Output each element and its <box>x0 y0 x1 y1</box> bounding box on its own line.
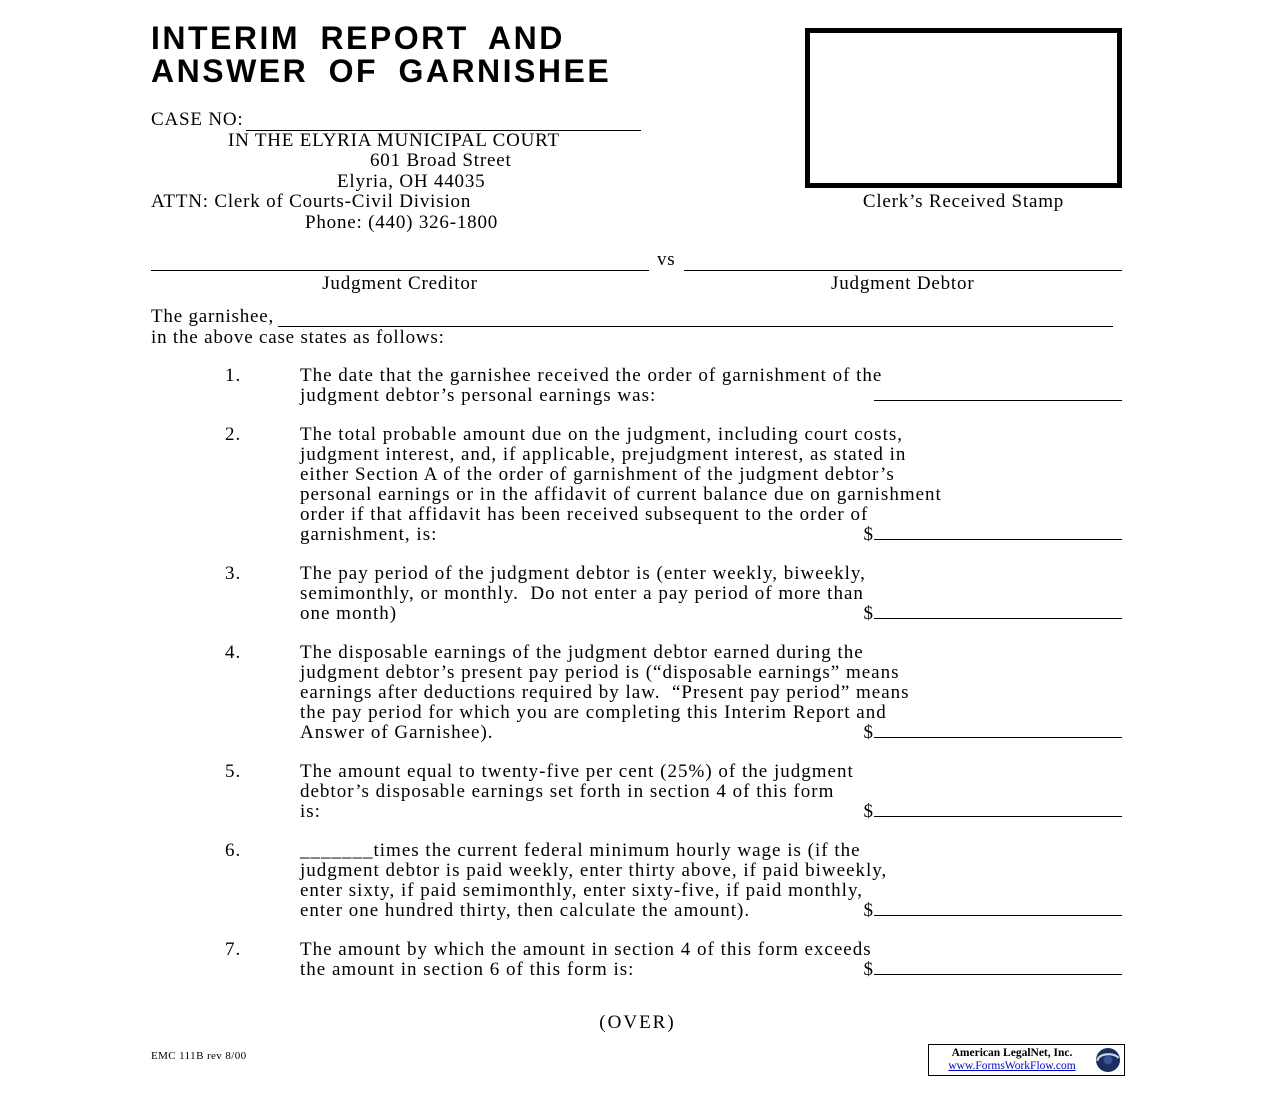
item-text-line: garnishment, is: <box>300 524 438 545</box>
item-7-amount-field[interactable] <box>874 960 1122 975</box>
court-name: IN THE ELYRIA MUNICIPAL COURT <box>228 129 560 151</box>
currency-symbol: $ <box>863 959 874 980</box>
item-text-line: judgment interest, and, if applicable, prejudgment interest, as stated in <box>300 444 907 465</box>
item-text-line: The amount equal to twenty-five per cent (25%) of the judgment <box>300 761 854 782</box>
item-text-line: The amount by which the amount in section 4 of this form exceeds <box>300 939 872 960</box>
currency-symbol: $ <box>863 722 874 743</box>
item-text-line: the pay period for which you are completing this Interim Report and <box>300 702 887 723</box>
page-title-line2: ANSWER OF GARNISHEE <box>151 53 612 89</box>
judgment-creditor-label: Judgment Creditor <box>322 273 478 294</box>
judgment-debtor-label: Judgment Debtor <box>831 273 975 294</box>
item-number: 7. <box>225 939 242 960</box>
currency-symbol: $ <box>863 900 874 921</box>
legalnet-badge <box>928 1044 1125 1076</box>
form-code: EMC 111B rev 8/00 <box>151 1050 247 1062</box>
case-no-field[interactable] <box>246 110 641 131</box>
item-number: 5. <box>225 761 242 782</box>
court-phone: Phone: (440) 326-1800 <box>305 211 499 233</box>
item-text-line: personal earnings or in the affidavit of current balance due on garnishment <box>300 484 942 505</box>
parties-section <box>151 249 1122 295</box>
item-1-answer-field[interactable] <box>874 386 1122 401</box>
item-number: 4. <box>225 642 242 663</box>
clerks-stamp-box <box>805 28 1122 188</box>
item-text-line: Answer of Garnishee). <box>300 722 494 743</box>
currency-symbol: $ <box>863 524 874 545</box>
item-5-amount-field[interactable] <box>874 802 1122 817</box>
garnishee-name-field[interactable] <box>278 306 1113 327</box>
item-number: 3. <box>225 563 242 584</box>
item-text-line: one month) <box>300 603 398 624</box>
garnishee-intro <box>151 306 1113 348</box>
item-number: 1. <box>225 365 242 386</box>
item-6-amount-field[interactable] <box>874 901 1122 916</box>
item-text-line: semimonthly, or monthly. Do not enter a pay period of more than <box>300 583 864 604</box>
item-5 <box>225 762 1122 822</box>
page-title-line1: INTERIM REPORT AND <box>151 20 565 56</box>
case-info-block <box>151 110 711 233</box>
legalnet-url-link[interactable]: www.FormsWorkFlow.com <box>948 1060 1076 1072</box>
judgment-debtor-field[interactable] <box>684 249 1123 271</box>
form-items <box>225 366 1122 999</box>
vs-label: vs <box>657 249 676 270</box>
item-text-line: judgment debtor’s present pay period is (“disposable earnings” means <box>300 662 900 683</box>
page-title <box>151 22 611 88</box>
currency-symbol: $ <box>863 801 874 822</box>
item-1 <box>225 366 1122 406</box>
item-text-line: The disposable earnings of the judgment debtor earned during the <box>300 642 864 663</box>
over-label: (OVER) <box>599 1012 676 1033</box>
item-text-line: order if that affidavit has been received subsequent to the order of <box>300 504 869 525</box>
item-text-line: _______times the current federal minimum hourly wage is (if the <box>300 840 861 861</box>
item-2 <box>225 425 1122 545</box>
item-3-amount-field[interactable] <box>874 604 1122 619</box>
legalnet-logo-icon <box>1095 1047 1121 1073</box>
court-city: Elyria, OH 44035 <box>337 170 486 192</box>
case-no-label: CASE NO: <box>151 109 244 130</box>
item-text-line: debtor’s disposable earnings set forth in section 4 of this form <box>300 781 835 802</box>
item-text-line: The date that the garnishee received the order of garnishment of the <box>300 365 883 386</box>
item-4-amount-field[interactable] <box>874 723 1122 738</box>
clerks-stamp-label: Clerk’s Received Stamp <box>862 191 1065 212</box>
item-3 <box>225 564 1122 624</box>
judgment-creditor-field[interactable] <box>151 249 649 271</box>
item-text-line: enter sixty, if paid semimonthly, enter sixty-five, if paid monthly, <box>300 880 863 901</box>
item-number: 2. <box>225 424 242 445</box>
garnishee-continuation: in the above case states as follows: <box>151 327 445 348</box>
item-7 <box>225 940 1122 980</box>
item-6 <box>225 841 1122 921</box>
item-text-line: judgment debtor is paid weekly, enter thirty above, if paid biweekly, <box>300 860 888 881</box>
item-text-line: the amount in section 6 of this form is: <box>300 959 635 980</box>
item-text-line: The pay period of the judgment debtor is (enter weekly, biweekly, <box>300 563 866 584</box>
item-text-line: enter one hundred thirty, then calculate the amount). <box>300 900 751 921</box>
court-street: 601 Broad Street <box>370 150 512 171</box>
item-2-amount-field[interactable] <box>874 525 1122 540</box>
item-text-line: earnings after deductions required by law. “Present pay period” means <box>300 682 910 703</box>
legalnet-company: American LegalNet, Inc. <box>951 1047 1073 1059</box>
item-number: 6. <box>225 840 242 861</box>
garnishee-lead: The garnishee, <box>151 306 275 327</box>
item-text-line: is: <box>300 801 321 822</box>
item-text-line: The total probable amount due on the judgment, including court costs, <box>300 424 903 445</box>
currency-symbol: $ <box>863 603 874 624</box>
item-text-line: either Section A of the order of garnishment of the judgment debtor’s <box>300 464 895 485</box>
item-4 <box>225 643 1122 743</box>
attn-line: ATTN: Clerk of Courts-Civil Division <box>151 191 472 212</box>
item-text-line: judgment debtor’s personal earnings was: <box>300 385 657 406</box>
